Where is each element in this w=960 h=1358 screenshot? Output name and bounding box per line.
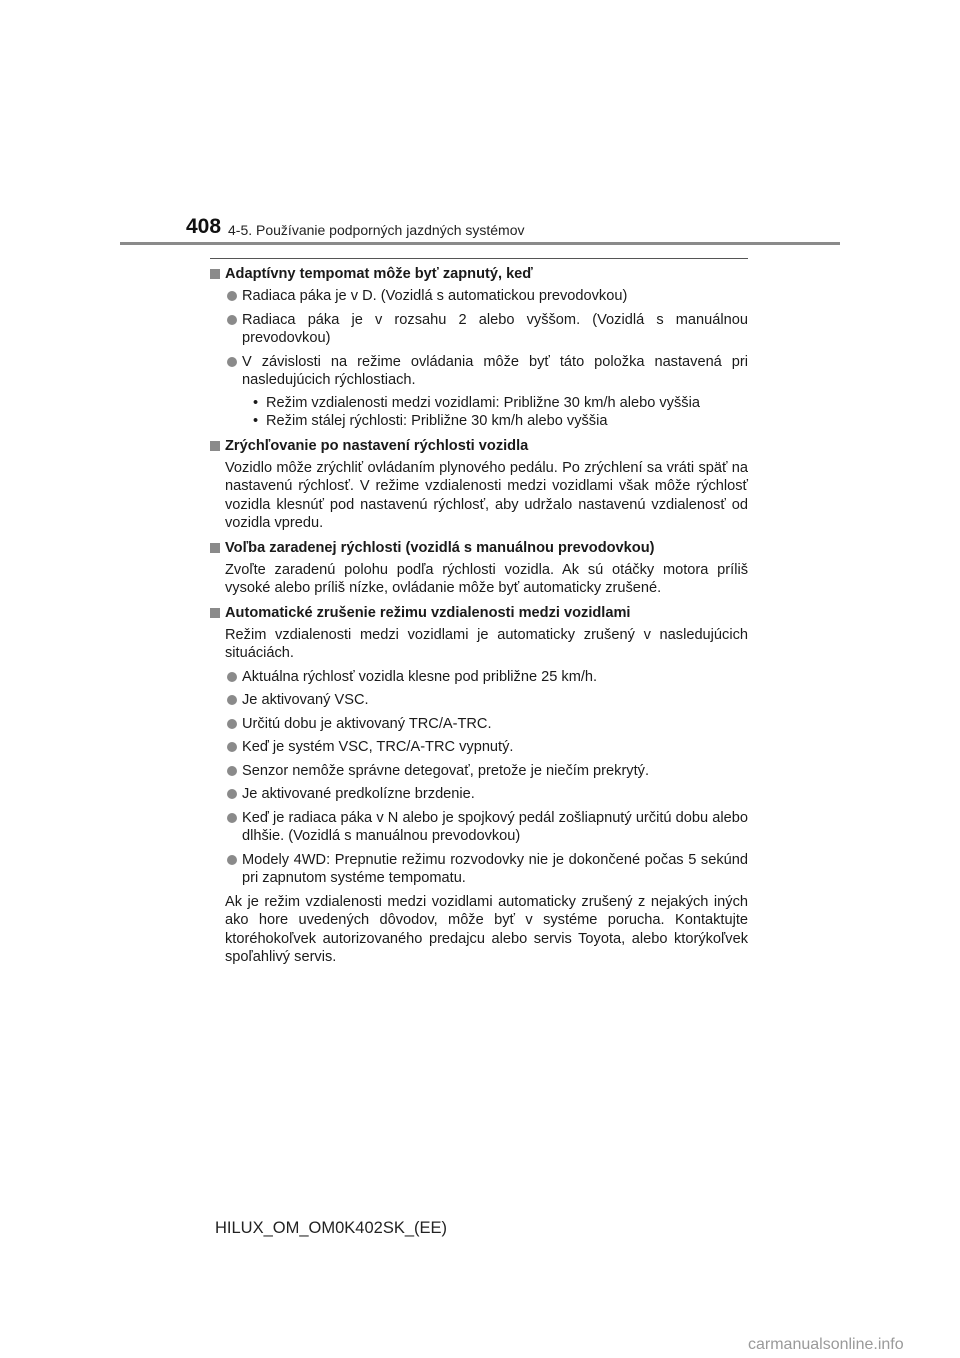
- section-heading: [210, 538, 748, 558]
- section: [210, 603, 748, 967]
- content-top-divider: [210, 258, 748, 259]
- list-item: [210, 851, 748, 888]
- sub-list-item: [253, 394, 748, 413]
- watermark-link[interactable]: carmanualsonline.info: [748, 1336, 904, 1353]
- section-heading: [210, 264, 748, 284]
- list-item-text: Modely 4WD: Prepnutie režimu rozvodovky nie je dokončené počas 5 sekúnd pri zapnutom systéme tempomatu.: [242, 851, 748, 886]
- square-bullet-icon: [210, 608, 220, 618]
- list-item-text: Radiaca páka je v rozsahu 2 alebo vyššom. (Vozidlá s manuálnou prevodovkou): [242, 311, 748, 346]
- list-item: [210, 715, 748, 734]
- section-paragraph: Zvoľte zaradenú polohu podľa rýchlosti vozidla. Ak sú otáčky motora príliš vysoké alebo príliš nízke, ovládanie môže byť automaticky zrušené.: [225, 561, 748, 596]
- list-item: [210, 809, 748, 846]
- round-bullet-icon: [227, 742, 237, 752]
- section-heading-text: Automatické zrušenie režimu vzdialenosti medzi vozidlami: [225, 604, 631, 621]
- section-heading: [210, 603, 748, 623]
- small-bullet-icon: •: [253, 394, 259, 411]
- section-paragraph: Režim vzdialenosti medzi vozidlami je automaticky zrušený v nasledujúcich situáciách.: [225, 626, 748, 661]
- round-bullet-icon: [227, 719, 237, 729]
- list-item: [210, 738, 748, 757]
- round-bullet-icon: [227, 789, 237, 799]
- list-item-text: Aktuálna rýchlosť vozidla klesne pod približne 25 km/h.: [242, 668, 598, 685]
- square-bullet-icon: [210, 441, 220, 451]
- list-item-text: Určitú dobu je aktivovaný TRC/A-TRC.: [242, 715, 492, 732]
- section: [210, 538, 748, 598]
- section-heading-text: Zrýchľovanie po nastavení rýchlosti vozidla: [225, 437, 529, 454]
- list-item-text: V závislosti na režime ovládania môže byť táto položka nastavená pri nasledujúcich rýchlostiach.: [242, 353, 748, 388]
- round-bullet-icon: [227, 357, 237, 367]
- list-item-text: Radiaca páka je v D. (Vozidlá s automatickou prevodovkou): [242, 288, 628, 304]
- section-paragraph: Ak je režim vzdialenosti medzi vozidlami automaticky zrušený z nejakých iných ako hore uvedených dôvodov, môže byť v systéme porucha. Kontaktujte ktoréhokoľvek autorizovaného predajcu alebo servis Toyota, alebo ktorýkoľvek spoľahlivý servis.: [225, 893, 748, 965]
- section-heading: [210, 436, 748, 456]
- sub-list: [253, 394, 748, 431]
- chapter-title: 4-5. Používanie podporných jazdných systémov: [228, 222, 525, 238]
- round-bullet-icon: [227, 672, 237, 682]
- header-divider: [120, 242, 840, 245]
- list-item-text: Senzor nemôže správne detegovať, pretože je niečím prekrytý.: [242, 762, 650, 779]
- round-bullet-icon: [227, 855, 237, 865]
- sub-list-item-text: Režim vzdialenosti medzi vozidlami: Približne 30 km/h alebo vyššia: [266, 394, 700, 411]
- small-bullet-icon: •: [253, 413, 259, 429]
- list-item: [210, 353, 748, 390]
- round-bullet-icon: [227, 291, 237, 301]
- list-item-text: Keď je systém VSC, TRC/A-TRC vypnutý.: [242, 739, 514, 755]
- list-item: [210, 762, 748, 781]
- section: [210, 264, 748, 431]
- section-heading-text: Adaptívny tempomat môže byť zapnutý, keď: [225, 266, 533, 282]
- list-item: [210, 691, 748, 710]
- list-item: [210, 668, 748, 687]
- list-item: [210, 287, 748, 306]
- sub-list-item: [253, 412, 748, 431]
- round-bullet-icon: [227, 813, 237, 823]
- round-bullet-icon: [227, 315, 237, 325]
- list-item: [210, 311, 748, 348]
- list-item-text: Keď je radiaca páka v N alebo je spojkový pedál zošliapnutý určitú dobu alebo dlhšie. (Vozidlá s manuálnou prevodovkou): [242, 809, 748, 844]
- manual-content: [210, 258, 748, 972]
- list-item: [210, 785, 748, 804]
- list-item-text: Je aktivované predkolízne brzdenie.: [242, 786, 475, 802]
- document-code: HILUX_OM_OM0K402SK_(EE): [215, 1219, 448, 1237]
- sub-list-item-text: Režim stálej rýchlosti: Približne 30 km/h alebo vyššia: [266, 413, 608, 429]
- page-number: 408: [186, 215, 222, 238]
- square-bullet-icon: [210, 269, 220, 279]
- round-bullet-icon: [227, 766, 237, 776]
- round-bullet-icon: [227, 695, 237, 705]
- section-heading-text: Voľba zaradenej rýchlosti (vozidlá s manuálnou prevodovkou): [225, 539, 655, 556]
- square-bullet-icon: [210, 543, 220, 553]
- section-paragraph: Vozidlo môže zrýchliť ovládaním plynového pedálu. Po zrýchlení sa vráti späť na nastavenú rýchlosť. V režime vzdialenosti medzi vozidlami však môže rýchlosť vozidla klesnúť pod nastavenú rýchlosť, aby udržalo nastavenú vzdialenosť od vozidla vpredu.: [225, 459, 748, 531]
- list-item-text: Je aktivovaný VSC.: [242, 692, 369, 708]
- section: [210, 436, 748, 533]
